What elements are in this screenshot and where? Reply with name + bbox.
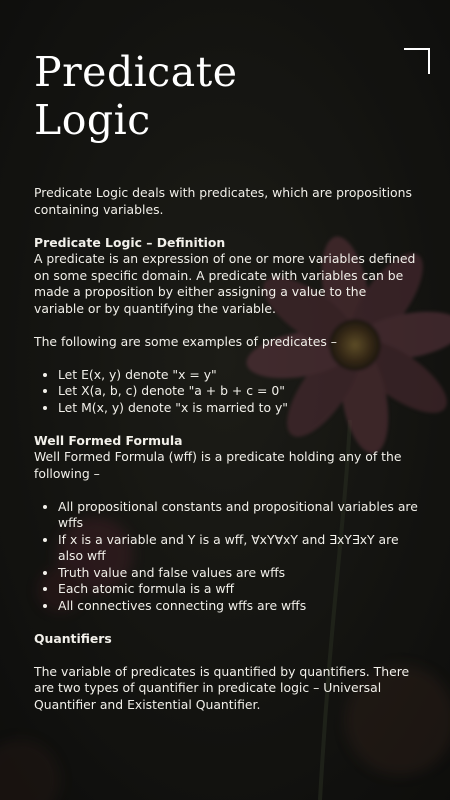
page-title	[34, 48, 237, 144]
list-item: • Truth value and false values are wffs	[58, 565, 419, 582]
title-line-1: Predicate	[34, 48, 238, 96]
list-item: • Each atomic formula is a wff	[58, 581, 419, 598]
wff-heading: Well Formed Formula	[34, 432, 183, 448]
list-item: • All connectives connecting wffs are wffs	[58, 598, 419, 615]
title-line-2: Logic	[34, 96, 151, 144]
list-item: • Let M(x, y) denote "x is married to y"	[58, 400, 419, 417]
quantifiers-heading: Quantifiers	[34, 630, 112, 646]
article-body	[34, 185, 419, 713]
wff-list	[34, 499, 419, 615]
list-item: • Let E(x, y) denote "x = y"	[58, 367, 419, 384]
list-item: • All propositional constants and propositional variables are wffs	[58, 499, 419, 532]
list-item: • Let X(a, b, c) denote "a + b + c = 0"	[58, 383, 419, 400]
list-item: • If x is a variable and Y is a wff, ∀xY∀xY and ∃xY∃xY are also wff	[58, 532, 419, 565]
intro-paragraph: Predicate Logic deals with predicates, which are propositions containing variables.	[34, 185, 412, 217]
wff-paragraph: Well Formed Formula (wff) is a predicate holding any of the following –	[34, 449, 402, 481]
definition-heading: Predicate Logic – Definition	[34, 234, 226, 250]
corner-bracket-decoration	[404, 48, 430, 74]
examples-list	[34, 367, 419, 417]
quantifiers-paragraph: The variable of predicates is quantified by quantifiers. There are two types of quantifier in predicate logic – Universal Quantifier and Existential Quantifier.	[34, 663, 410, 712]
definition-paragraph: A predicate is an expression of one or more variables defined on some specific domain. A predicate with variables can be made a proposition by either assigning a value to the variable or by quantifying the variable.	[34, 251, 416, 316]
examples-intro: The following are some examples of predicates –	[34, 333, 337, 349]
